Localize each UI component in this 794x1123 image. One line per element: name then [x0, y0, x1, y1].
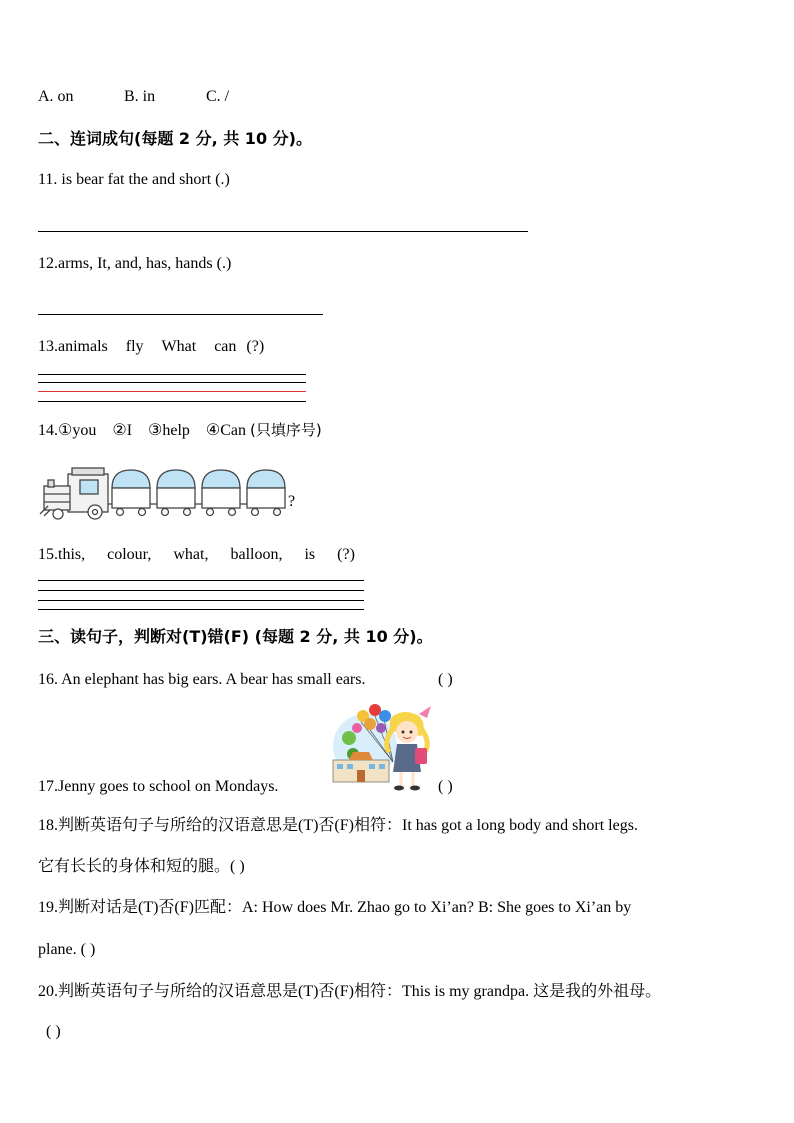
q13-word: What	[161, 338, 197, 355]
q13-word: (?)	[246, 338, 265, 355]
option-a: A. on	[38, 88, 74, 105]
q15-word: this,	[58, 546, 86, 563]
q19-line2: plane. ( )	[38, 941, 96, 958]
q12-text: 12.arms, It, and, has, hands (.)	[38, 255, 232, 272]
q14-item: ①you	[58, 422, 97, 439]
q18-line2: 它有长长的身体和短的腿。( )	[38, 858, 245, 875]
option-b: B. in	[124, 88, 156, 105]
q11-answer-line[interactable]	[38, 231, 528, 232]
q15-word: what,	[173, 546, 209, 563]
q11-text: 11. is bear fat the and short (.)	[38, 171, 230, 188]
train-icon	[38, 464, 308, 524]
section2-title: 二、连词成句(每题 2 分, 共 10 分)。	[38, 129, 312, 148]
q15-word: is	[304, 546, 316, 563]
q15-word: colour,	[107, 546, 152, 563]
q20-line1: 20.判断英语句子与所给的汉语意思是(T)否(F)相符：This is my grandpa. 这是我的外祖母。	[38, 983, 662, 1000]
q20-answer-paren[interactable]: ( )	[46, 1023, 61, 1040]
q17-answer-paren[interactable]: ( )	[438, 778, 453, 795]
q14-text	[38, 420, 322, 441]
q19-line1: 19.判断对话是(T)否(F)匹配：A: How does Mr. Zhao go to Xi’an? B: She goes to Xi’an by	[38, 899, 632, 916]
q16-answer-paren[interactable]: ( )	[438, 671, 453, 688]
q15-word: balloon,	[230, 546, 283, 563]
section3-title: 三、读句子，判断对(T)错(F) (每题 2 分, 共 10 分)。	[38, 627, 433, 646]
girl-school-illustration	[323, 702, 433, 797]
q15-word: (?)	[337, 546, 355, 563]
q14-note: (只填序号)	[250, 421, 322, 439]
q13-word: can	[214, 338, 237, 355]
q13-num: 13.	[38, 338, 58, 355]
q13-text	[38, 337, 264, 357]
q16-text: 16. An elephant has big ears. A bear has small ears.	[38, 671, 366, 688]
q14-item: ③help	[148, 422, 190, 439]
q13-word: animals	[58, 338, 108, 355]
q17-text: 17.Jenny goes to school on Mondays.	[38, 778, 279, 795]
q14-item: ④Can	[205, 422, 247, 439]
option-c: C. /	[206, 88, 230, 105]
q14-end-mark: ?	[288, 493, 296, 510]
q14-item: ②I	[112, 422, 133, 439]
q14-num: 14.	[38, 422, 58, 439]
train-cars	[112, 470, 285, 516]
q18-line1: 18.判断英语句子与所给的汉语意思是(T)否(F)相符：It has got a long body and short legs.	[38, 817, 638, 834]
q12-answer-line[interactable]	[38, 314, 323, 315]
q13-word: fly	[125, 338, 144, 355]
q15-text	[38, 545, 355, 565]
q15-num: 15.	[38, 546, 58, 563]
